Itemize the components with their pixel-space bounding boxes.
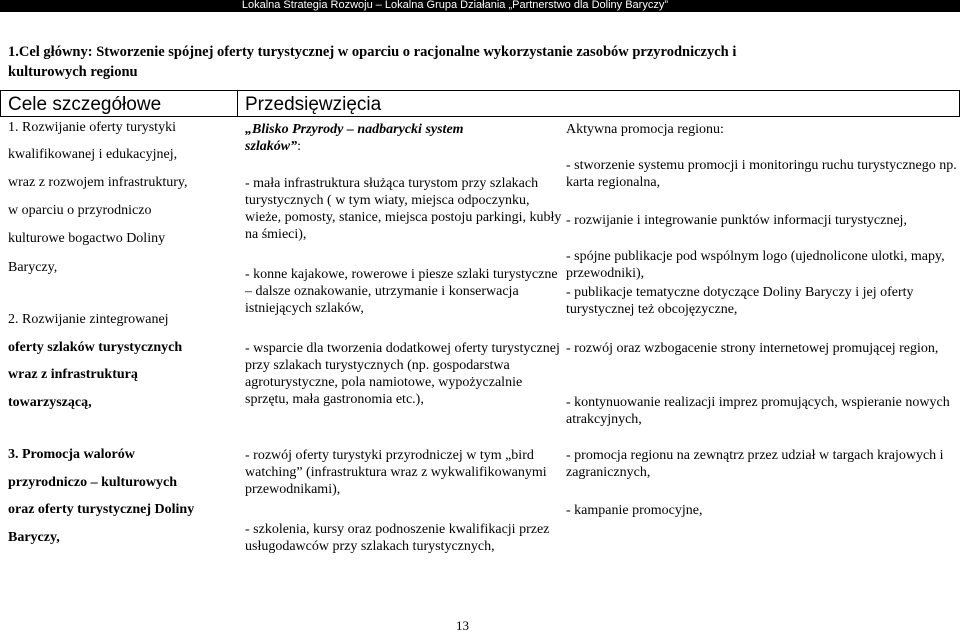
col-header-projects: Przedsięwzięcia [245, 94, 382, 115]
objective-line: w oparciu o przyrodniczo [8, 203, 152, 218]
project-title [245, 121, 563, 155]
table-left-border [0, 90, 1, 117]
column-divider [237, 90, 238, 117]
header-row-border [0, 116, 960, 117]
promotion-item: - stworzenie systemu promocji i monitoringu ruchu turystycznego np. karta regionalna, [566, 158, 957, 190]
page-number: 13 [456, 618, 469, 633]
objective-line: oraz oferty turystycznej Doliny [8, 502, 195, 517]
objective-line: 3. Promocja walorów [8, 447, 135, 462]
project-item: - mała infrastruktura służąca turystom przy szlakach turystycznych ( w tym wiaty, miejsca odpoczynku, wieże, pomosty, stanice, miejsca postoju parkingi, kubły na śmieci), [245, 176, 562, 242]
objective-line: towarzyszącą, [8, 395, 92, 410]
main-goal-line2: kulturowych regionu [8, 64, 138, 80]
objective-line: Baryczy, [8, 530, 60, 545]
table-top-border [0, 90, 960, 91]
objective-line: kwalifikowanej i edukacyjnej, [8, 147, 178, 162]
main-goal-line1: 1.Cel główny: Stworzenie spójnej oferty turystycznej w oparciu o racjonalne wykorzystanie zasobów przyrodniczych i [8, 44, 737, 60]
objective-line: wraz z rozwojem infrastruktury, [8, 175, 188, 190]
objective-line: 1. Rozwijanie oferty turystyki [8, 120, 176, 135]
project-item: - wsparcie dla tworzenia dodatkowej oferty turystycznej przy szlakach turystycznych (np. gospodarstwa agroturystyczne, pola namiotowe, wypożyczalnie sprzętu, mała gastronomia etc.), [245, 341, 560, 407]
project-item: - szkolenia, kursy oraz podnoszenie kwalifikacji przez usługodawców przy szlakach turystycznych, [245, 522, 550, 554]
promotion-item: - publikacje tematyczne dotyczące Doliny Baryczy i jej oferty turystycznej też obcojęzyczne, [566, 285, 914, 317]
objective-line: wraz z infrastrukturą [8, 367, 138, 382]
project-item: - konne kajakowe, rowerowe i piesze szlaki turystyczne – dalsze oznakowanie, utrzymanie i konserwacja istniejących szlaków, [245, 267, 558, 316]
promotion-item: - kampanie promocyjne, [566, 503, 703, 518]
promotion-item: - rozwój oraz wzbogacenie strony internetowej promującej region, [566, 341, 939, 356]
project-title-a: „Blisko Przyrody – nadbarycki system [245, 122, 464, 137]
promotion-title: Aktywna promocja regionu: [566, 122, 724, 137]
objective-line: Baryczy, [8, 260, 58, 275]
project-item: - rozwój oferty turystyki przyrodniczej w tym „bird watching” (infrastruktura wraz z wykwalifikowanymi przewodnikami), [245, 448, 547, 497]
objective-line: przyrodniczo – kulturowych [8, 475, 178, 490]
objective-line: 2. Rozwijanie zintegrowanej [8, 312, 169, 327]
objective-line: oferty szlaków turystycznych [8, 340, 183, 355]
header-bar [0, 0, 960, 12]
project-title-colon: : [297, 139, 302, 154]
promotion-item: - spójne publikacje pod wspólnym logo (ujednolicone ulotki, mapy, przewodniki), [566, 249, 945, 281]
promotion-item: - kontynuowanie realizacji imprez promujących, wspieranie nowych atrakcyjnych, [566, 395, 950, 427]
running-header: Lokalna Strategia Rozwoju – Lokalna Grupa Działania „Partnerstwo dla Doliny Baryczy” [241, 0, 668, 11]
promotion-item: - rozwijanie i integrowanie punktów informacji turystycznej, [566, 213, 907, 228]
col-header-objectives: Cele szczegółowe [8, 94, 162, 115]
promotion-item: - promocja regionu na zewnątrz przez udział w targach krajowych i zagranicznych, [566, 448, 944, 480]
objective-line: kulturowe bogactwo Doliny [8, 231, 166, 246]
project-title-b: szlaków” [245, 139, 298, 154]
